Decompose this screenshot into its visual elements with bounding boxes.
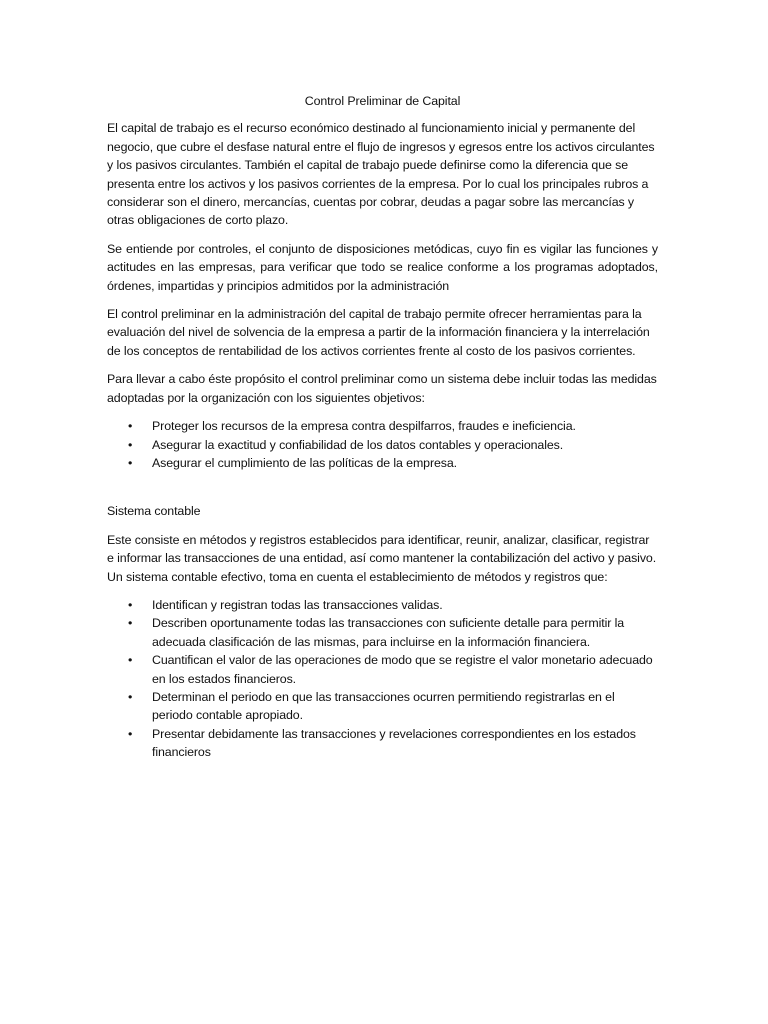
- bullet-icon: •: [128, 437, 133, 452]
- bullet-icon: •: [128, 616, 133, 631]
- list-item: [107, 436, 658, 454]
- list-item-text: Presentar debidamente las transacciones y revelaciones correspondientes en los estados financieros: [152, 726, 636, 760]
- list-item-text: Asegurar la exactitud y confiabilidad de los datos contables y operacionales.: [152, 437, 564, 452]
- list-item: [107, 454, 658, 472]
- bullet-icon: •: [128, 653, 133, 668]
- paragraph-controles: Se entiende por controles, el conjunto de disposiciones metódicas, cuyo fin es vigilar las funciones y actitudes en las empresas, para verificar que todo se realice conforme a los programas adoptados, órdenes, impartidas y principios admitidos por la administración: [107, 241, 658, 293]
- list-item: [107, 651, 658, 688]
- list-item-text: Describen oportunamente todas las transacciones con suficiente detalle para permitir la adecuada clasificación de las mismas, para incluirse en la información financiera.: [152, 616, 625, 649]
- list-item-text: Asegurar el cumplimiento de las políticas de la empresa.: [152, 455, 458, 470]
- list-item: [107, 725, 658, 762]
- list-item-text: Proteger los recursos de la empresa contra despilfarros, fraudes e ineficiencia.: [152, 419, 576, 434]
- objectives-list: [107, 417, 658, 472]
- list-item: [107, 417, 658, 435]
- paragraph-capital-de-trabajo: El capital de trabajo es el recurso económico destinado al funcionamiento inicial y permanente del negocio, que cubre el desfase natural entre el flujo de ingresos y egresos entre los activos circulantes y los pasivos circulantes. También el capital de trabajo puede definirse como la diferencia que se presenta entre los activos y los pasivos corrientes de la empresa. Por lo cual los principales rubros a considerar son el dinero, mercancías, cuentas por cobrar, deudas a pagar sobre las mercancías y otras obligaciones de corto plazo.: [107, 121, 655, 228]
- bullet-icon: •: [128, 689, 133, 704]
- document-title: Control Preliminar de Capital: [304, 94, 461, 108]
- section-heading: Sistema contable: [107, 504, 201, 519]
- bullet-icon: •: [128, 597, 133, 612]
- list-item-text: Cuantifican el valor de las operaciones de modo que se registre el valor monetario adecuado en los estados financieros.: [152, 653, 653, 686]
- list-item: [107, 596, 658, 614]
- document-page: [107, 92, 658, 772]
- paragraph-control-preliminar: El control preliminar en la administración del capital de trabajo permite ofrecer herramientas para la evaluación del nivel de solvencia de la empresa a partir de la información financiera y la interrelación de los conceptos de rentabilidad de los activos corrientes frente al costo de los pasivos corrientes.: [107, 307, 650, 358]
- section-paragraph: Este consiste en métodos y registros establecidos para identificar, reunir, analizar, clasificar, registrar e informar las transacciones de una entidad, así como mantener la contabilización del activo y pasivo. Un sistema contable efectivo, toma en cuenta el establecimiento de métodos y registros que:: [107, 532, 657, 584]
- paragraph-objetivos-intro: Para llevar a cabo éste propósito el control preliminar como un sistema debe incluir todas las medidas adoptadas por la organización con los siguientes objetivos:: [107, 372, 657, 405]
- list-item: [107, 614, 658, 651]
- section-list: [107, 596, 658, 762]
- list-item-text: Determinan el periodo en que las transacciones ocurren permitiendo registrarlas en el periodo contable apropiado.: [152, 689, 615, 723]
- list-item-text: Identifican y registran todas las transacciones validas.: [152, 597, 443, 612]
- list-item: [107, 688, 658, 725]
- bullet-icon: •: [128, 455, 133, 470]
- bullet-icon: •: [128, 419, 133, 434]
- bullet-icon: •: [128, 726, 133, 741]
